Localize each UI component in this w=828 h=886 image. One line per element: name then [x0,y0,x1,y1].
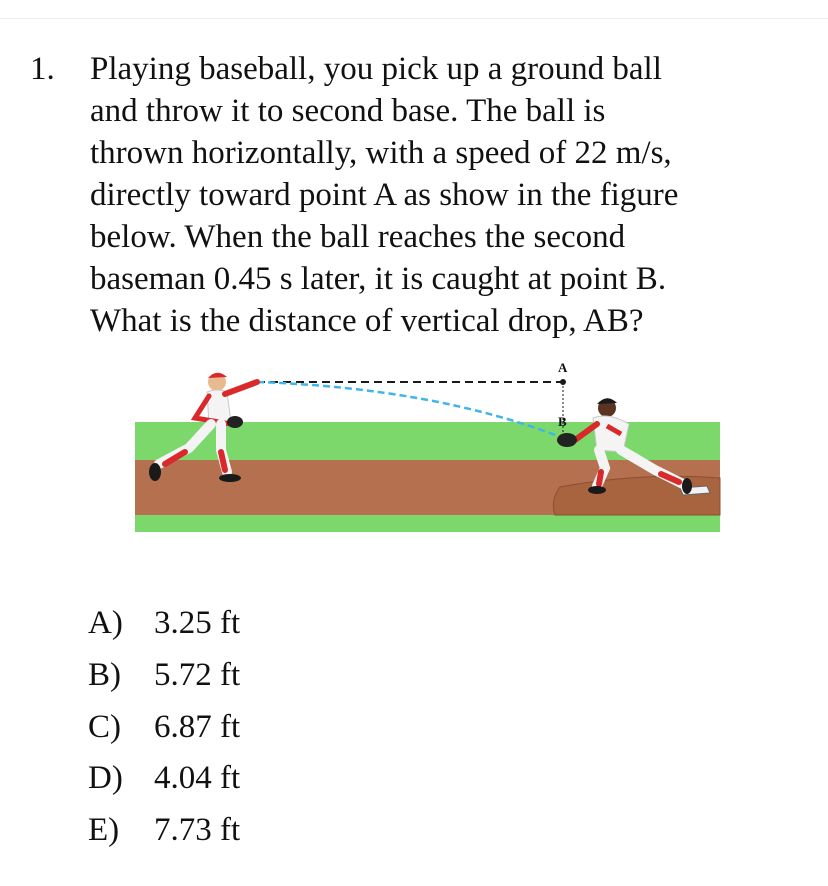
choice-letter: A) [88,605,123,641]
question-line: directly toward point A as show in the figure [90,177,679,213]
choice-d[interactable] [88,760,240,797]
baseball-throw-figure [135,360,725,535]
choice-c[interactable] [88,709,240,746]
top-bar [0,0,828,19]
question-line: Playing baseball, you pick up a ground ball [90,51,662,87]
fielder-glove-icon [557,433,577,447]
question-line: below. When the ball reaches the second [90,219,626,255]
question-line: thrown horizontally, with a speed of 22 m/s, [90,135,672,171]
question-line: and throw it to second base. The ball is [90,93,606,129]
question-number: 1. [30,51,55,87]
point-a-marker [560,379,566,385]
choice-e[interactable] [88,812,240,849]
choice-a[interactable] [88,605,240,642]
question-line: What is the distance of vertical drop, AB? [90,303,644,339]
point-a-label: A [558,360,568,375]
choice-letter: B) [88,657,121,693]
question-line: baseman 0.45 s later, it is caught at point B. [90,261,667,297]
point-b-label: B [558,414,567,429]
choice-letter: E) [88,812,120,848]
thrower-glove-icon [227,416,243,428]
choice-text: 3.25 ft [154,605,241,641]
choice-letter: C) [88,709,121,745]
choice-text: 4.04 ft [154,760,241,796]
choice-b[interactable] [88,657,240,694]
choice-text: 6.87 ft [154,709,241,745]
choice-text: 5.72 ft [154,657,241,693]
choice-letter: D) [88,760,123,796]
choice-text: 7.73 ft [154,812,241,848]
